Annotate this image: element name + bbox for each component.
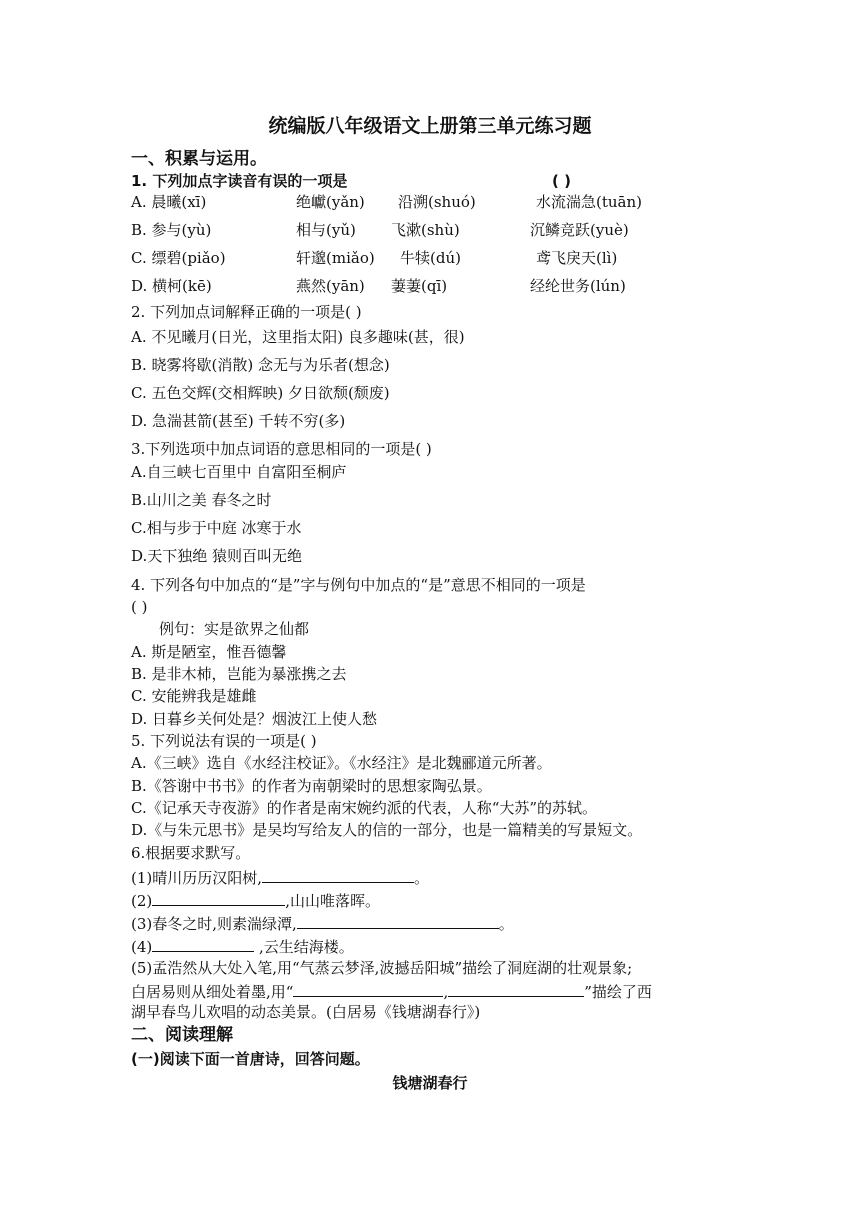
q1-option-b-1: B. 参与(yù) [131, 221, 212, 239]
q1-option-a-1: A. 晨曦(xī) [131, 193, 207, 211]
question-6-stem: 6.根据要求默写。 [131, 844, 251, 862]
q3-option-b: B.山川之美 春冬之时 [131, 491, 272, 509]
dictation-2-prompt: (2) [131, 892, 153, 910]
dictation-5-prompt: 白居易则从细处着墨,用“ [131, 983, 294, 1001]
q4-option-a: A. 斯是陋室，惟吾德馨 [131, 643, 287, 661]
q5-option-b: B.《答谢中书书》的作者为南朝梁时的思想家陶弘景。 [131, 777, 492, 795]
dictation-1-prompt: (1)晴川历历汉阳树, [131, 869, 263, 887]
q2-option-d: D. 急湍甚箭(甚至) 千转不穷(多) [131, 412, 346, 430]
dictation-5-blank-1[interactable] [293, 980, 443, 997]
q5-option-c: C.《记承天寺夜游》的作者是南宋婉约派的代表，人称“大苏”的苏轼。 [131, 799, 598, 817]
q3-option-d: D.天下独绝 猿则百叫无绝 [131, 547, 303, 565]
q1-option-d-2: 燕然(yān) [296, 277, 365, 295]
question-3-stem: 3.下列选项中加点词语的意思相同的一项是( ) [131, 440, 432, 458]
q2-option-b: B. 晓雾将歇(消散) 念无与为乐者(想念) [131, 356, 390, 374]
dictation-2-end: ,山山唯落晖。 [285, 892, 381, 910]
dictation-1-blank[interactable] [262, 866, 414, 883]
q1-option-d-4: 经纶世务(lún) [530, 277, 626, 295]
dictation-3-blank[interactable] [297, 912, 499, 929]
q5-option-d: D.《与朱元思书》是吴均写给友人的信的一部分，也是一篇精美的写景短文。 [131, 821, 643, 839]
q1-option-c-2: 轩邈(miǎo) [296, 249, 375, 267]
dictation-line-5b [131, 980, 652, 1002]
question-4-stem: 4. 下列各句中加点的“是”字与例句中加点的“是”意思不相同的一项是 [131, 576, 586, 594]
question-5-stem: 5. 下列说法有误的一项是( ) [131, 732, 317, 750]
q1-option-d-3: 萋萋(qī) [391, 277, 448, 295]
q1-option-d-1: D. 横柯(kē) [131, 277, 212, 295]
question-4-answer-paren: ( ) [131, 598, 148, 616]
dictation-5-end: ”描绘了西 [584, 983, 652, 1001]
q4-option-b: B. 是非木杮，岂能为暴涨携之去 [131, 665, 347, 683]
dictation-line-5c: 湖早春鸟儿欢唱的动态美景。(白居易《钱塘湖春行》) [131, 1003, 481, 1021]
q1-option-c-1: C. 缥碧(piǎo) [131, 249, 226, 267]
q2-option-c: C. 五色交辉(交相辉映) 夕日欲颓(颓废) [131, 384, 390, 402]
dictation-line-4 [131, 935, 354, 957]
question-1-stem: 1. 下列加点字读音有误的一项是 [131, 172, 348, 190]
dictation-line-1 [131, 866, 429, 888]
dictation-line-2 [131, 889, 380, 911]
q5-option-a: A.《三峡》选自《水经注校证》。《水经注》是北魏郦道元所著。 [131, 754, 552, 772]
dictation-5-comma: , [443, 983, 449, 1001]
section-heading-1: 一、积累与运用。 [131, 149, 267, 169]
q4-option-c: C. 安能辨我是雄雌 [131, 687, 257, 705]
q1-option-b-4: 沉鳞竞跃(yuè) [530, 221, 629, 239]
q1-option-b-2: 相与(yǔ) [296, 221, 356, 239]
q1-option-a-3: 沿溯(shuó) [398, 193, 476, 211]
question-2-stem: 2. 下列加点词解释正确的一项是( ) [131, 303, 362, 321]
page-title: 统编版八年级语文上册第三单元练习题 [268, 115, 592, 137]
section-heading-2: 二、阅读理解 [131, 1025, 233, 1045]
dictation-1-end: 。 [414, 869, 430, 887]
dictation-4-end: ,云生结海楼。 [254, 938, 354, 956]
dictation-line-3 [131, 912, 514, 934]
dictation-4-prompt: (4) [131, 938, 153, 956]
dictation-line-5a: (5)孟浩然从大处入笔,用“气蒸云梦泽,波撼岳阳城”描绘了洞庭湖的壮观景象; [131, 959, 633, 977]
q1-option-a-2: 绝巘(yǎn) [296, 193, 365, 211]
q4-option-d: D. 日暮乡关何处是？烟波江上使人愁 [131, 710, 378, 728]
q1-option-c-4: 鸢飞戾天(lì) [536, 249, 618, 267]
q3-option-c: C.相与步于中庭 冰寒于水 [131, 519, 302, 537]
reading-intro: (一)阅读下面一首唐诗，回答问题。 [131, 1050, 370, 1068]
poem-title: 钱塘湖春行 [392, 1074, 468, 1092]
q3-option-a: A.自三峡七百里中 自富阳至桐庐 [131, 463, 347, 481]
question-1-answer-paren: ( ) [552, 172, 571, 190]
dictation-5-blank-2[interactable] [448, 980, 584, 997]
q2-option-a: A. 不见曦月(日光，这里指太阳) 良多趣味(甚，很) [131, 328, 465, 346]
q1-option-a-4: 水流湍急(tuān) [536, 193, 642, 211]
dictation-4-blank[interactable] [152, 935, 254, 952]
q1-option-c-3: 牛犊(dú) [400, 249, 461, 267]
q1-option-b-3: 飞漱(shù) [391, 221, 460, 239]
dictation-2-blank[interactable] [152, 889, 285, 906]
dictation-3-prompt: (3)春冬之时,则素湍绿潭, [131, 915, 297, 933]
dictation-3-end: 。 [498, 915, 514, 933]
q4-example: 例句：实是欲界之仙都 [159, 620, 310, 638]
